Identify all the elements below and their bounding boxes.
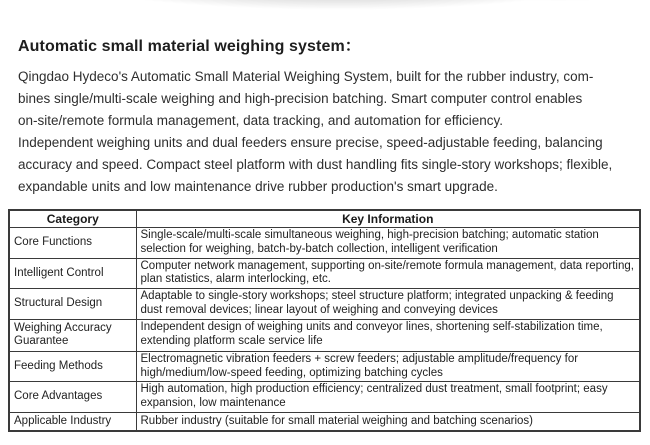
intro-line: Qingdao Hydeco's Automatic Small Material Weighing System, built for the rubber industry, com- [18, 69, 594, 84]
info-cell: Single-scale/multi-scale simultaneous weighing, high-precision batching; automatic station selection for weighing, batch-by-batch collection, intelligent verification [136, 228, 640, 259]
category-cell: Core Advantages [9, 382, 136, 413]
intro-paragraph [18, 66, 634, 198]
table-row [9, 258, 640, 289]
info-cell: Independent design of weighing units and conveyor lines, shortening self-stabilization time, extending platform scale service life [136, 319, 640, 351]
category-cell: Core Functions [9, 228, 136, 259]
table-row [9, 351, 640, 382]
info-cell: Electromagnetic vibration feeders + screw feeders; adjustable amplitude/frequency for high/medium/low-speed feeding, optimizing batching cycles [136, 351, 640, 382]
info-cell: Adaptable to single-story workshops; steel structure platform; integrated unpacking & feeding dust removal devices; linear layout of weighing and conveying devices [136, 289, 640, 320]
category-cell: Feeding Methods [9, 351, 136, 382]
table-row [9, 382, 640, 413]
info-cell: Computer network management, supporting on-site/remote formula management, data reporting, plan statistics, alarm interlocking, etc. [136, 258, 640, 289]
intro-line: on-site/remote formula management, data tracking, and automation for efficiency. [18, 113, 504, 128]
table-header-row [9, 210, 640, 228]
page-title: Automatic small material weighing system： [18, 38, 361, 55]
table-header-key-information: Key Information [136, 210, 640, 228]
table-row [9, 412, 640, 431]
intro-line: Independent weighing units and dual feeders ensure precise, speed-adjustable feeding, balancing [18, 135, 603, 150]
table-row [9, 228, 640, 259]
spec-table [8, 209, 641, 432]
table-row [9, 319, 640, 351]
table-header-category: Category [9, 210, 136, 228]
category-cell: Weighing Accuracy Guarantee [9, 319, 136, 351]
intro-line: expandable units and low maintenance drive rubber production's smart upgrade. [18, 179, 498, 194]
category-cell: Structural Design [9, 289, 136, 320]
info-cell: High automation, high production efficiency; centralized dust treatment, small footprint; easy expansion, low maintenance [136, 382, 640, 413]
table-row [9, 289, 640, 320]
intro-line: bines single/multi-scale weighing and high-precision batching. Smart computer control enables [18, 91, 583, 106]
category-cell: Applicable Industry [9, 412, 136, 431]
info-cell: Rubber industry (suitable for small material weighing and batching scenarios) [136, 412, 640, 431]
category-cell: Intelligent Control [9, 258, 136, 289]
intro-line: accuracy and speed. Compact steel platform with dust handling fits single-story workshops; flexible, [18, 157, 613, 172]
